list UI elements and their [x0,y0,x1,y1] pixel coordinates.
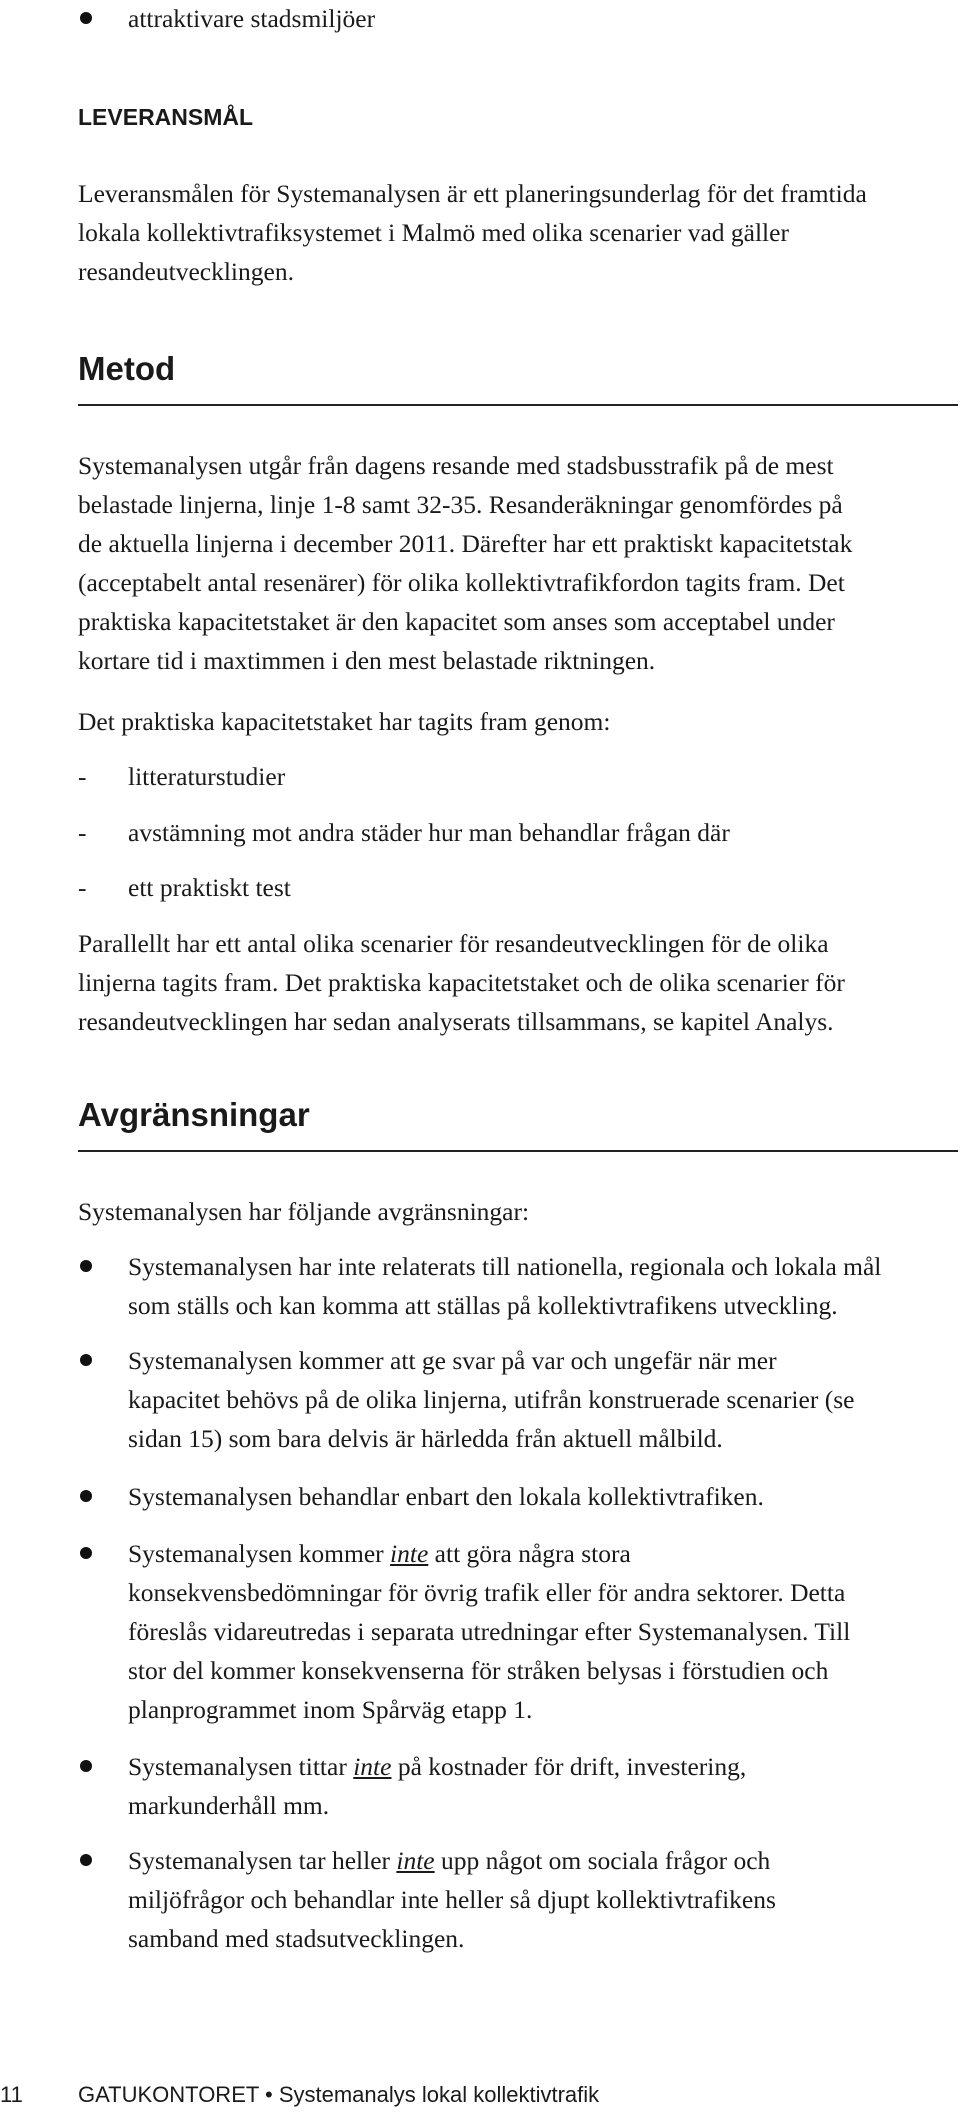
text-line: Systemanalysen har inte relaterats till nationella, regionala och lokala mål [128,1252,882,1281]
text-line: markunderhåll mm. [128,1791,330,1820]
text-line: kapacitet behövs på de olika linjerna, utifrån konstruerade scenarier (se [128,1385,855,1414]
text-line: linjerna tagits fram. Det praktiska kapacitetstaket och de olika scenarier för [78,968,845,997]
bullet-icon [80,12,92,24]
emphasis: inte [396,1846,435,1875]
avgransningar-heading: Avgränsningar [78,1096,310,1133]
text-line: stor del kommer konsekvenserna för stråken belysas i förstudien och [128,1656,829,1685]
emphasis: inte [390,1539,429,1568]
text-fragment: Systemanalysen tar heller [128,1846,397,1875]
text-line: miljöfrågor och behandlar inte heller så djupt kollektivtrafikens [128,1885,776,1914]
bullet-icon [80,1760,92,1772]
text-line: Systemanalysen kommer att ge svar på var och ungefär när mer [128,1346,777,1375]
text-line: Leveransmålen för Systemanalysen är ett planeringsunderlag för det framtida [78,179,867,208]
bullet-icon [80,1354,92,1366]
page-number: 11 [0,2082,23,2107]
bullet-item [128,1841,928,1958]
dash-item: litteraturstudier [128,762,286,791]
text-fragment: att göra några stora [428,1539,631,1568]
bullet-icon [80,1490,92,1502]
text-line [128,1747,928,1786]
text-line: Parallellt har ett antal olika scenarier för resandeutvecklingen för de olika [78,929,829,958]
leveransmal-heading: LEVERANSMÅL [78,104,254,130]
bullet-icon [80,1260,92,1272]
text-line [128,1534,928,1573]
text-line: föreslås vidareutredas i separata utredningar efter Systemanalysen. Till [128,1617,851,1646]
footer-text: GATUKONTORET • Systemanalys lokal kollektivtrafik [78,2082,600,2107]
dash-marker: - [78,818,87,847]
text-line: Systemanalysen utgår från dagens resande med stadsbusstrafik på de mest [78,451,834,480]
top-bullet-text: attraktivare stadsmiljöer [128,4,376,33]
text-line: resandeutvecklingen har sedan analyserats tillsammans, se kapitel Analys. [78,1007,834,1036]
dash-item: avstämning mot andra städer hur man behandlar frågan där [128,818,730,847]
section-divider [78,404,958,406]
bullet-item: Systemanalysen behandlar enbart den lokala kollektivtrafiken. [128,1482,764,1511]
text-line: kortare tid i maxtimmen i den mest belastade riktningen. [78,646,656,675]
avgransningar-intro: Systemanalysen har följande avgränsningar: [78,1197,530,1226]
text-line: de aktuella linjerna i december 2011. Därefter har ett praktiskt kapacitetstak [78,529,853,558]
section-divider [78,1150,958,1152]
bullet-icon [80,1854,92,1866]
metod-paragraph-1 [78,446,948,680]
text-line: samband med stadsutvecklingen. [128,1924,465,1953]
text-line: konsekvensbedömningar för övrig trafik eller för andra sektorer. Detta [128,1578,846,1607]
text-line: praktiska kapacitetstaket är den kapacitet som anses som acceptabel under [78,607,835,636]
dash-marker: - [78,762,87,791]
bullet-item [128,1534,928,1729]
leveransmal-paragraph [78,174,948,291]
text-line: lokala kollektivtrafiksystemet i Malmö med olika scenarier vad gäller [78,218,789,247]
text-fragment: Systemanalysen tittar [128,1752,354,1781]
text-line [128,1841,928,1880]
dash-item: ett praktiskt test [128,873,291,902]
metod-paragraph-2: Det praktiska kapacitetstaket har tagits fram genom: [78,707,611,736]
dash-marker: - [78,873,87,902]
text-fragment: upp något om sociala frågor och [434,1846,771,1875]
text-line: (acceptabelt antal resenärer) för olika kollektivtrafikfordon tagits fram. Det [78,568,845,597]
text-fragment: Systemanalysen kommer [128,1539,391,1568]
text-fragment: på kostnader för drift, investering, [391,1752,747,1781]
text-line: som ställs och kan komma att ställas på kollektivtrafikens utveckling. [128,1291,838,1320]
bullet-item [128,1247,928,1325]
text-line: planprogrammet inom Spårväg etapp 1. [128,1695,533,1724]
bullet-item [128,1341,928,1458]
metod-heading: Metod [78,350,176,387]
bullet-icon [80,1547,92,1559]
text-line: sidan 15) som bara delvis är härledda från aktuell målbild. [128,1424,723,1453]
emphasis: inte [353,1752,392,1781]
metod-paragraph-3 [78,924,948,1041]
text-line: resandeutvecklingen. [78,257,294,286]
bullet-item [128,1747,928,1825]
text-line: belastade linjerna, linje 1-8 samt 32-35. Resanderäkningar genomfördes på [78,490,843,519]
